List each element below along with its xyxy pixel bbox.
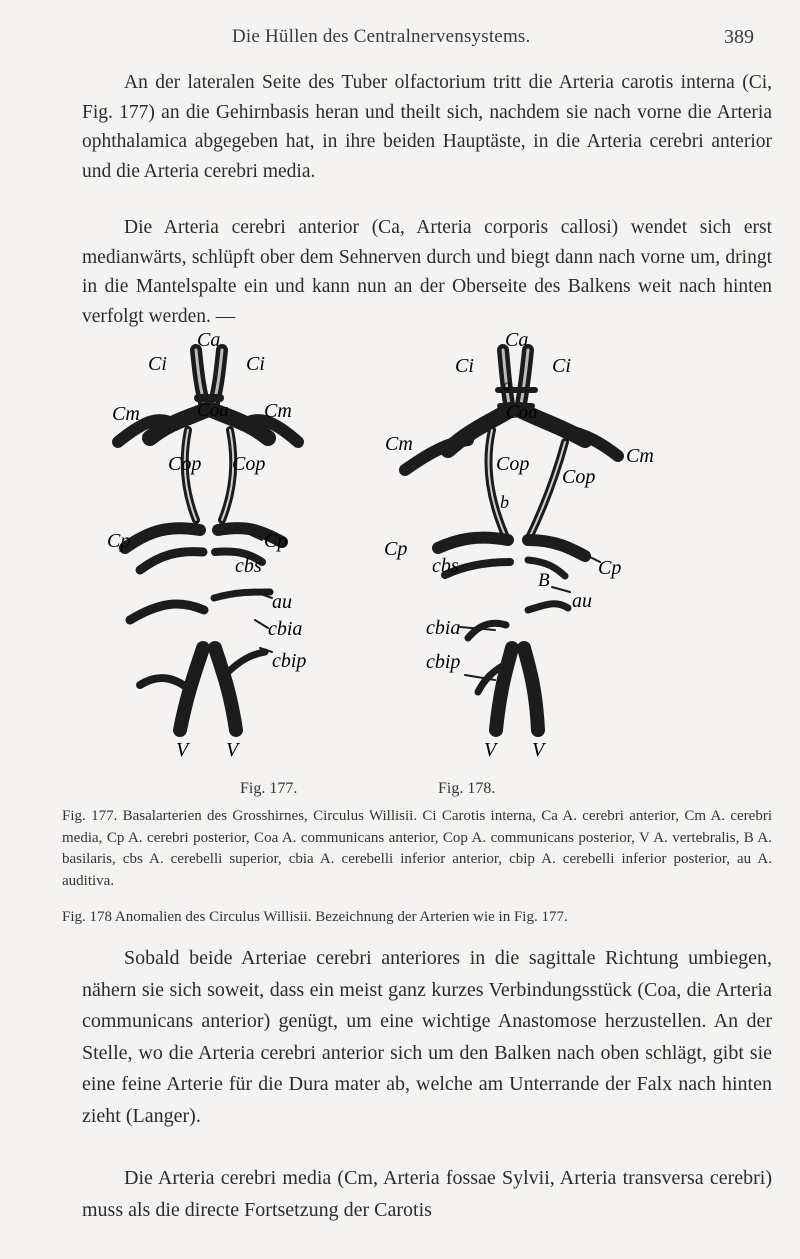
fig178-label-cop-right: Cop <box>562 466 596 488</box>
fig177-label-au: au <box>272 591 292 613</box>
fig178-label-ca: Ca <box>505 330 529 351</box>
fig178-label-v-right: V <box>532 739 545 761</box>
fig178-label-cbia: cbia <box>426 617 461 639</box>
paragraph-anastomose: Sobald beide Arteriae cerebri anteriores in die sagittale Richtung umbiegen, nähern sie sich soweit, dass ein meist ganz kurzes Verbindungsstück (Coa, die Arteria communicans anterior) genügt, um eine wichtige Anastomose herzustellen. An der Stelle, wo die Arteria cerebri anterior sich um den Balken nach oben schlägt, gibt sie eine feine Arterie für die Dura mater ab, welche am Unterrande der Falx nach hinten zieht (Langer). <box>82 947 772 1127</box>
fig178-label-coa: Coa <box>506 402 538 423</box>
fig177-label-v-right: V <box>226 739 239 761</box>
fig177-label-cp-right: Cp <box>264 530 288 552</box>
fig178-label-cop-left: Cop <box>496 453 530 475</box>
paragraph-cerebri-anterior: Die Arteria cerebri anterior (Ca, Arteria corporis callosi) wendet sich erst medianwärts, schlüpft ober dem Sehnerven durch und biegt dann nach vorne um, dringt in die Mantelspalte ein und kann nun an der Oberseite des Balkens weit nach hinten verfolgt werden. — <box>82 217 772 327</box>
figure-177-label: Fig. 177. <box>240 780 298 797</box>
fig177-label-v-left: V <box>176 739 189 761</box>
fig177-label-cm-left: Cm <box>112 403 140 425</box>
fig177-label-cbia: cbia <box>268 618 303 640</box>
figures-circle-of-willis <box>0 330 800 800</box>
fig178-label-cbip: cbip <box>426 651 461 673</box>
fig177-label-cp-left: Cp <box>107 530 131 552</box>
fig178-label-ci-left: Ci <box>455 355 474 377</box>
fig177-label-b: B <box>204 556 216 577</box>
fig178-label-c: c <box>512 614 520 634</box>
fig178-label-a: a <box>503 377 511 394</box>
fig178-label-cm-right: Cm <box>626 445 654 467</box>
figure-178-caption: Fig. 178 Anomalien des Circulus Willisii. Bezeichnung der Arterien wie in Fig. 177. <box>62 909 568 925</box>
fig177-label-coa: Coa <box>197 400 229 421</box>
fig177-label-ca: Ca <box>197 330 221 351</box>
fig178-label-cp-right: Cp <box>598 557 622 579</box>
fig178-label-v-left: V <box>484 739 497 761</box>
fig177-label-cm-right: Cm <box>264 400 292 422</box>
page-number: 389 <box>724 26 754 48</box>
running-head <box>0 26 800 56</box>
fig178-label-b-small: b <box>500 492 509 512</box>
figure-178-label: Fig. 178. <box>438 780 496 797</box>
fig177-label-ci-left: Ci <box>148 353 167 375</box>
figure-177-caption: Fig. 177. Basalarterien des Grosshirnes, Circulus Willisii. Ci Carotis interna, Ca A. cerebri anterior, Cm A. cerebri media, Cp A. cerebri posterior, Coa A. communicans anterior, Cop A. communicans posterior, V A. vertebralis, B A. basilaris, cbs A. cerebelli superior, cbia A. cerebelli inferior anterior, cbip A. cerebelli inferior posterior, au A. auditiva. <box>62 808 772 889</box>
fig177-label-cop-right: Cop <box>232 453 266 475</box>
fig178-label-b: B <box>538 570 550 591</box>
fig177-label-cbip: cbip <box>272 650 307 672</box>
fig178-label-cp-left: Cp <box>384 538 408 560</box>
fig177-label-cop-left: Cop <box>168 453 202 475</box>
fig177-label-ci-right: Ci <box>246 353 265 375</box>
fig178-label-ci-right: Ci <box>552 355 571 377</box>
fig178-label-au: au <box>572 590 592 612</box>
fig178-label-cbs: cbs <box>432 555 459 577</box>
paragraph-cerebri-media: Die Arteria cerebri media (Cm, Arteria fossae Sylvii, Arteria transversa cerebri) muss als die directe Fortsetzung der Carotis <box>82 1167 772 1221</box>
fig177-label-cbs: cbs <box>235 555 262 577</box>
running-title: Die Hüllen des Centralnervensystems. <box>232 26 531 47</box>
paragraph-carotis: An der lateralen Seite des Tuber olfactorium tritt die Arteria carotis interna (Ci, Fig. 177) an die Gehirnbasis heran und theilt sich, nachdem sie nach vorne die Arteria ophthalamica abgegeben hat, in ihre beiden Hauptäste, in die Arteria cerebri anterior und die Arteria cerebri media. <box>82 72 772 182</box>
fig178-label-cm-left: Cm <box>385 433 413 455</box>
